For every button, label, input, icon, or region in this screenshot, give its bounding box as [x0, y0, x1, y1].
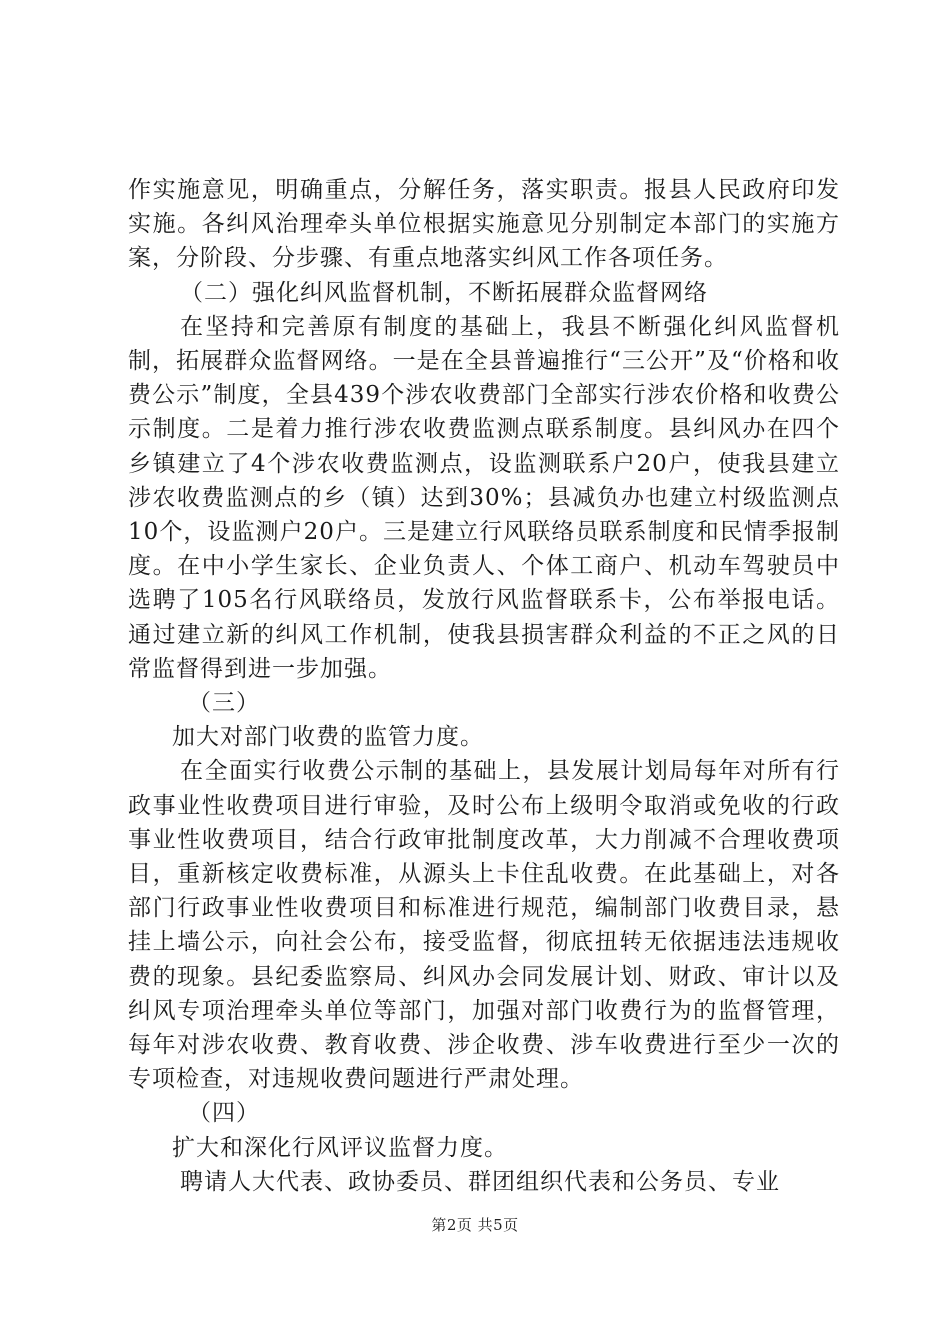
section-number-3: （三）: [188, 690, 260, 717]
section-number-4: （四）: [188, 1100, 260, 1127]
paragraph-appraisal: 聘请人大代表、政协委员、群团组织代表和公务员、专业: [180, 1168, 780, 1195]
paragraph-supervision-mechanism: 在坚持和完善原有制度的基础上，我县不断强化纠风监督机制，拓展群众监督网络。一是在全县普遍推行“三公开”及“价格和收费公示”制度，全县439个涉农收费部门全部实行涉农价格和收费公示制度。二是着力推行涉农收费监测点联系制度。县纠风办在四个乡镇建立了4个涉农收费监测点，设监测联系户20户，使我县建立涉农收费监测点的乡（镇）达到30%；县减负办也建立村级监测点10个，设监测户20户。三是建立行风联络员联系制度和民情季报制度。在中小学生家长、企业负责人、个体工商户、机动车驾驶员中选聘了105名行风联络员，发放行风监督联系卡，公布举报电话。通过建立新的纠风工作机制，使我县损害群众利益的不正之风的日常监督得到进一步加强。: [128, 313, 840, 682]
paragraph-fee-supervision: 在全面实行收费公示制的基础上，县发展计划局每年对所有行政事业性收费项目进行审验，及时公布上级明令取消或免收的行政事业性收费项目，结合行政审批制度改革，大力削减不合理收费项目，重新核定收费标准，从源头上卡住乱收费。在此基础上，对各部门行政事业性收费项目和标准进行规范，编制部门收费目录，悬挂上墙公示，向社会公布，接受监督，彻底扭转无依据违法违规收费的现象。县纪委监察局、纠风办会同发展计划、财政、审计以及纠风专项治理牵头单位等部门，加强对部门收费行为的监督管理，每年对涉农收费、教育收费、涉企收费、涉车收费进行至少一次的专项检查，对违规收费问题进行严肃处理。: [128, 758, 840, 1093]
section-heading-3: 加大对部门收费的监管力度。: [172, 724, 484, 751]
document-body: [128, 173, 840, 1199]
page-footer: 第2页 共5页: [431, 1216, 519, 1234]
section-heading-4: 扩大和深化行风评议监督力度。: [172, 1134, 508, 1161]
section-heading-2: （二）强化纠风监督机制，不断拓展群众监督网络: [180, 279, 708, 306]
paragraph-continuation: 作实施意见，明确重点，分解任务，落实职责。报县人民政府印发实施。各纠风治理牵头单位根据实施意见分别制定本部门的实施方案，分阶段、分步骤、有重点地落实纠风工作各项任务。: [128, 177, 840, 272]
